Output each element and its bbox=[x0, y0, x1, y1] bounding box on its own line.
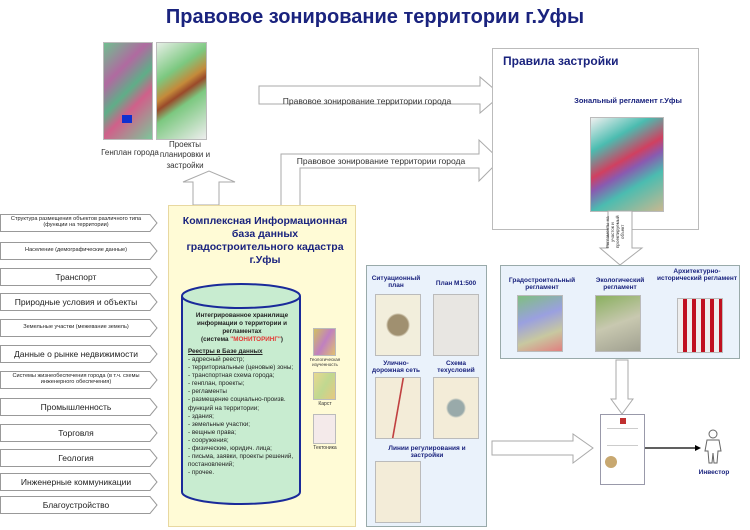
genplan-label: Генплан города bbox=[101, 148, 159, 157]
register-item: - размещение социально-произв. функций на территории; bbox=[188, 396, 286, 412]
reglament-label-3: Архитектурно-исторический регламент bbox=[656, 268, 738, 283]
row-label: Население (демографические данные) bbox=[25, 247, 127, 254]
row-label: Геология bbox=[58, 452, 94, 463]
register-item: - здания; bbox=[188, 412, 214, 420]
data-source-row bbox=[0, 398, 158, 416]
investor-label: Инвестор bbox=[698, 469, 730, 476]
data-source-row bbox=[0, 371, 158, 389]
data-source-row bbox=[0, 319, 158, 337]
tectonics-map bbox=[313, 414, 336, 444]
karst-map bbox=[313, 372, 336, 400]
regulation-lines-map bbox=[375, 461, 421, 523]
urban-reglament-map bbox=[517, 295, 563, 352]
plan-m1500-map bbox=[433, 294, 479, 356]
up-arrow bbox=[180, 170, 240, 206]
certificate-document bbox=[600, 414, 645, 485]
projects-map bbox=[156, 42, 207, 140]
genplan-map bbox=[103, 42, 153, 140]
data-source-row bbox=[0, 473, 158, 491]
register-item: - сооружения; bbox=[188, 436, 229, 444]
zoning-arrow-1-label: Правовое зонирование территории города bbox=[282, 96, 452, 106]
road-network-map bbox=[375, 377, 421, 439]
rules-title: Правила застройки bbox=[503, 54, 619, 68]
register-item: - генплан, проекты; bbox=[188, 380, 245, 388]
row-label: Структура размещения объектов различного типа (функции на территории) bbox=[10, 216, 142, 228]
geology-label: Геологическая изученность bbox=[309, 357, 341, 367]
zoning-arrow-2-label: Правовое зонирование территории города bbox=[296, 156, 466, 166]
row-label: Торговля bbox=[58, 427, 94, 438]
eco-reglament-map bbox=[595, 295, 641, 352]
data-source-row bbox=[0, 345, 158, 363]
data-source-row bbox=[0, 424, 158, 442]
plan-label-3: Улично-дорожная сеть bbox=[371, 360, 421, 374]
data-source-row bbox=[0, 242, 158, 260]
register-item: - прочее. bbox=[188, 468, 215, 476]
register-item: - вещные права; bbox=[188, 428, 236, 436]
row-label: Транспорт bbox=[55, 271, 97, 282]
tech-conditions-map bbox=[433, 377, 479, 439]
row-label: Данные о рынке недвижимости bbox=[14, 348, 138, 359]
data-source-row bbox=[0, 293, 158, 311]
reglament-label-1: Градостроительный регламент bbox=[508, 277, 576, 291]
register-item: - регламенты bbox=[188, 388, 227, 396]
zonal-map bbox=[590, 117, 664, 212]
down-arrow-label: Регламенты на участок и проектируемый объект bbox=[605, 215, 625, 249]
zoning-arrow-1 bbox=[258, 76, 503, 114]
data-source-row bbox=[0, 496, 158, 514]
storage-text bbox=[188, 312, 296, 477]
register-item: - земельные участки; bbox=[188, 420, 250, 428]
plan-label-4: Схема техусловий bbox=[437, 360, 475, 374]
register-item: - территориальные (ценовые) зоны; bbox=[188, 364, 294, 372]
row-label: Благоустройство bbox=[42, 499, 110, 510]
reglament-label-2: Экологический регламент bbox=[595, 277, 645, 291]
storage-system-prefix: (система bbox=[200, 336, 231, 344]
register-item: - письма, заявки, проекты решений, постановлений; bbox=[188, 452, 294, 468]
geology-map bbox=[313, 328, 336, 356]
storage-title: Интегрированное хранилище информации о территории и регламентах bbox=[195, 312, 289, 336]
system-name: "МОНИТОРИНГ" bbox=[230, 336, 281, 344]
down-arrow-2 bbox=[610, 359, 634, 415]
data-source-row bbox=[0, 449, 158, 467]
row-label: Системы жизнеобеспечения города (в т.ч. схемы инженерного обеспечения) bbox=[12, 373, 140, 385]
row-label: Земельные участки (межевание земель) bbox=[23, 324, 129, 331]
arch-reglament-map bbox=[677, 298, 723, 353]
row-label: Инженерные коммуникации bbox=[20, 476, 132, 487]
plan-label-2: План М1:500 bbox=[435, 280, 477, 287]
investor-person-icon bbox=[703, 429, 723, 465]
to-investor-arrow bbox=[645, 444, 701, 452]
zoning-arrow-2 bbox=[280, 138, 502, 208]
plan-label-5: Линии регулирования и застройки bbox=[388, 445, 466, 459]
data-source-row bbox=[0, 268, 158, 286]
register-item: - физические, юридич. лица; bbox=[188, 444, 272, 452]
page-title: Правовое зонирование территории г.Уфы bbox=[165, 6, 585, 28]
database-title: Комплексная Информационная база данных градостроительного кадастра г.Уфы bbox=[182, 215, 348, 267]
situation-plan-map bbox=[375, 294, 421, 356]
register-item: - адресный реестр; bbox=[188, 356, 245, 364]
row-label: Промышленность bbox=[40, 401, 112, 412]
tectonics-label: Тектоника bbox=[313, 445, 337, 451]
plan-label-1: Ситуационный план bbox=[371, 275, 421, 289]
projects-label: Проекты планировки и застройки bbox=[159, 140, 211, 170]
registers-title: Реестры в Базе данных bbox=[188, 348, 263, 356]
storage-system-suffix: ) bbox=[280, 336, 284, 344]
data-source-row bbox=[0, 214, 158, 232]
zonal-label: Зональный регламент г.Уфы bbox=[574, 96, 682, 105]
to-certificate-arrow bbox=[491, 433, 595, 465]
karst-label: Карст bbox=[318, 401, 332, 407]
row-label: Природные условия и объекты bbox=[14, 296, 138, 307]
register-item: - транспортная схема города; bbox=[188, 372, 275, 380]
